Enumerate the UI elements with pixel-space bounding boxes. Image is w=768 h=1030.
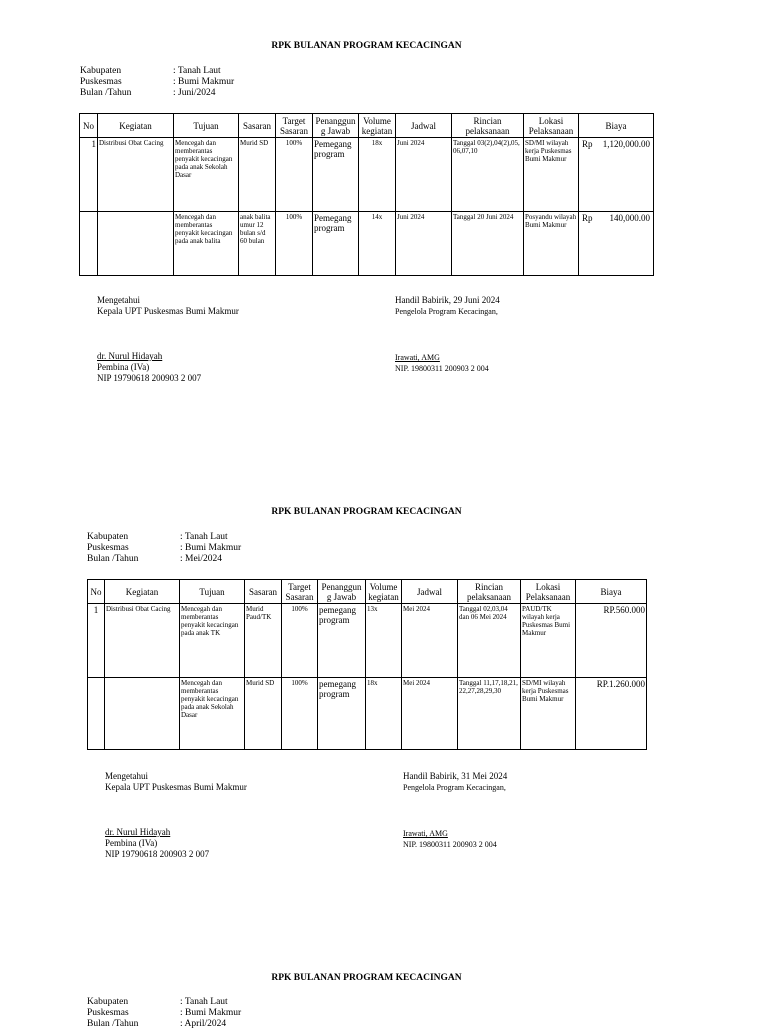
col-header: Lokasi Pelaksanaan (521, 580, 576, 604)
info-label: Kabupaten (87, 997, 129, 1007)
sign-line: Handil Babirik, 31 Mei 2024 (403, 771, 508, 781)
cell-penanggung-jawab: Pemegang program (313, 212, 359, 276)
col-header: Rincian pelaksanaan (452, 114, 524, 138)
cell-penanggung-jawab: pemegang program (318, 604, 366, 678)
col-header: Jadwal (396, 114, 452, 138)
col-header: Sasaran (245, 580, 282, 604)
cell-biaya: RP.1.260.000 (576, 678, 647, 750)
cell-no: 1 (80, 138, 98, 212)
col-header: Tujuan (180, 580, 245, 604)
cell-penanggung-jawab: Pemegang program (313, 138, 359, 212)
cell-jadwal: Juni 2024 (396, 212, 452, 276)
cell-sasaran: Murid SD (245, 678, 282, 750)
info-label: Puskesmas (87, 543, 129, 553)
col-header: Kegiatan (105, 580, 180, 604)
table-row (88, 604, 647, 678)
info-value: : Juni/2024 (173, 88, 216, 98)
info-label: Kabupaten (87, 532, 129, 542)
cell-kegiatan (105, 678, 180, 750)
signer-name: dr. Nurul Hidayah (97, 351, 163, 361)
signature-right (403, 771, 507, 850)
currency-label: Rp (582, 139, 593, 149)
signer-nip: NIP. 19800311 200903 2 004 (395, 364, 489, 373)
cell-lokasi: Posyandu wilayah Bumi Makmur (524, 212, 579, 276)
sign-line: Kepala UPT Puskesmas Bumi Makmur (105, 782, 247, 792)
col-header: Lokasi Pelaksanaan (524, 114, 579, 138)
cell-volume: 18x (366, 678, 402, 750)
document-title: RPK BULANAN PROGRAM KECACINGAN (271, 507, 462, 517)
col-header: Penanggun g Jawab (313, 114, 359, 138)
cell-rincian: Tanggal 02,03,04 dan 06 Mei 2024 (458, 604, 521, 678)
biaya-amount: 1,120,000.00 (602, 139, 650, 149)
info-label: Bulan /Tahun (87, 1019, 139, 1029)
cell-volume: 14x (359, 212, 396, 276)
cell-rincian: Tanggal 03(2),04(2),05,06,07,10 (452, 138, 524, 212)
signer-name: dr. Nurul Hidayah (105, 827, 171, 837)
col-header: Biaya (579, 114, 654, 138)
signer-name: Irawati, AMG (403, 829, 448, 838)
header-info (87, 997, 241, 1030)
sign-line: Mengetahui (97, 295, 140, 305)
cell-kegiatan (98, 212, 174, 276)
sign-line: Kepala UPT Puskesmas Bumi Makmur (97, 306, 239, 316)
sign-line: Pengelola Program Kecacingan, (403, 783, 506, 792)
cell-tujuan: Mencegah dan memberantas penyakit kecacingan pada anak balita (174, 212, 239, 276)
info-label: Kabupaten (80, 66, 122, 76)
cell-tujuan: Mencegah dan memberantas penyakit kecacingan pada anak TK (180, 604, 245, 678)
info-label: Puskesmas (80, 77, 122, 87)
info-value: : Tanah Laut (173, 66, 221, 76)
sign-line: Mengetahui (105, 771, 148, 781)
cell-sasaran: Murid Paud/TK (245, 604, 282, 678)
cell-biaya (579, 212, 654, 276)
cell-rincian: Tanggal 20 Juni 2024 (452, 212, 524, 276)
header-info (87, 532, 241, 565)
col-header: Biaya (576, 580, 647, 604)
col-header: No (88, 580, 105, 604)
cell-target: 100% (276, 212, 313, 276)
cell-volume: 13x (366, 604, 402, 678)
info-label: Bulan /Tahun (80, 88, 132, 98)
signer-name: Irawati, AMG (395, 353, 440, 362)
signer-rank: Pembina (IVa) (97, 362, 150, 372)
cell-tujuan: Mencegah dan memberantas penyakit kecacingan pada anak Sekolah Dasar (180, 678, 245, 750)
sign-line: Handil Babirik, 29 Juni 2024 (395, 295, 500, 305)
info-value: : Bumi Makmur (180, 1008, 242, 1018)
sign-line: Pengelola Program Kecacingan, (395, 307, 498, 316)
cell-lokasi: PAUD/TK wilayah kerja Puskesmas Bumi Makmur (521, 604, 576, 678)
col-header: Jadwal (402, 580, 458, 604)
info-label: Puskesmas (87, 1008, 129, 1018)
info-label: Bulan /Tahun (87, 554, 139, 564)
currency-label: Rp (582, 213, 593, 223)
cell-biaya (579, 138, 654, 212)
document-title: RPK BULANAN PROGRAM KECACINGAN (271, 41, 462, 51)
table-row (80, 138, 654, 212)
cell-target: 100% (276, 138, 313, 212)
col-header: Volume kegiatan (359, 114, 396, 138)
col-header: Target Sasaran (276, 114, 313, 138)
cell-sasaran: anak balita umur 12 bulan s/d 60 bulan (239, 212, 276, 276)
col-header: Volume kegiatan (366, 580, 402, 604)
cell-target: 100% (282, 678, 318, 750)
biaya-amount: 140,000.00 (609, 213, 650, 223)
table-header-row (88, 580, 647, 604)
cell-lokasi: SD/MI wilayah kerja Puskesmas Bumi Makmur (524, 138, 579, 212)
header-info (80, 66, 234, 99)
cell-no: 1 (88, 604, 105, 678)
col-header: No (80, 114, 98, 138)
signature-left (105, 771, 247, 860)
cell-volume: 18x (359, 138, 396, 212)
rpk-table (79, 113, 654, 276)
info-value: : Bumi Makmur (180, 543, 242, 553)
table-row (80, 212, 654, 276)
signer-nip: NIP 19790618 200903 2 007 (97, 373, 202, 383)
table-header-row (80, 114, 654, 138)
cell-rincian: Tanggal 11,17,18,21,22,27,28,29,30 (458, 678, 521, 750)
cell-penanggung-jawab: pemegang program (318, 678, 366, 750)
cell-sasaran: Murid SD (239, 138, 276, 212)
table-row (88, 678, 647, 750)
cell-target: 100% (282, 604, 318, 678)
col-header: Sasaran (239, 114, 276, 138)
document-title: RPK BULANAN PROGRAM KECACINGAN (271, 973, 462, 983)
col-header: Penanggun g Jawab (318, 580, 366, 604)
col-header: Kegiatan (98, 114, 174, 138)
cell-tujuan: Mencegah dan memberantas penyakit kecacingan pada anak Sekolah Dasar (174, 138, 239, 212)
cell-biaya: RP.560.000 (576, 604, 647, 678)
cell-lokasi: SD/MI wilayah kerja Puskesmas Bumi Makmur (521, 678, 576, 750)
col-header: Target Sasaran (282, 580, 318, 604)
info-value: : Tanah Laut (180, 532, 228, 542)
info-value: : April/2024 (180, 1019, 227, 1029)
cell-kegiatan: Distribusi Obat Cacing (98, 138, 174, 212)
info-value: : Mei/2024 (180, 554, 222, 564)
cell-jadwal: Mei 2024 (402, 604, 458, 678)
info-value: : Bumi Makmur (173, 77, 235, 87)
cell-kegiatan: Distribusi Obat Cacing (105, 604, 180, 678)
cell-no (80, 212, 98, 276)
signature-left (97, 295, 239, 384)
signer-nip: NIP. 19800311 200903 2 004 (403, 840, 497, 849)
cell-no (88, 678, 105, 750)
col-header: Tujuan (174, 114, 239, 138)
rpk-table (87, 579, 647, 750)
col-header: Rincian pelaksanaan (458, 580, 521, 604)
info-value: : Tanah Laut (180, 997, 228, 1007)
signature-right (395, 295, 500, 374)
signer-rank: Pembina (IVa) (105, 838, 158, 848)
cell-jadwal: Mei 2024 (402, 678, 458, 750)
cell-jadwal: Juni 2024 (396, 138, 452, 212)
signer-nip: NIP 19790618 200903 2 007 (105, 849, 210, 859)
